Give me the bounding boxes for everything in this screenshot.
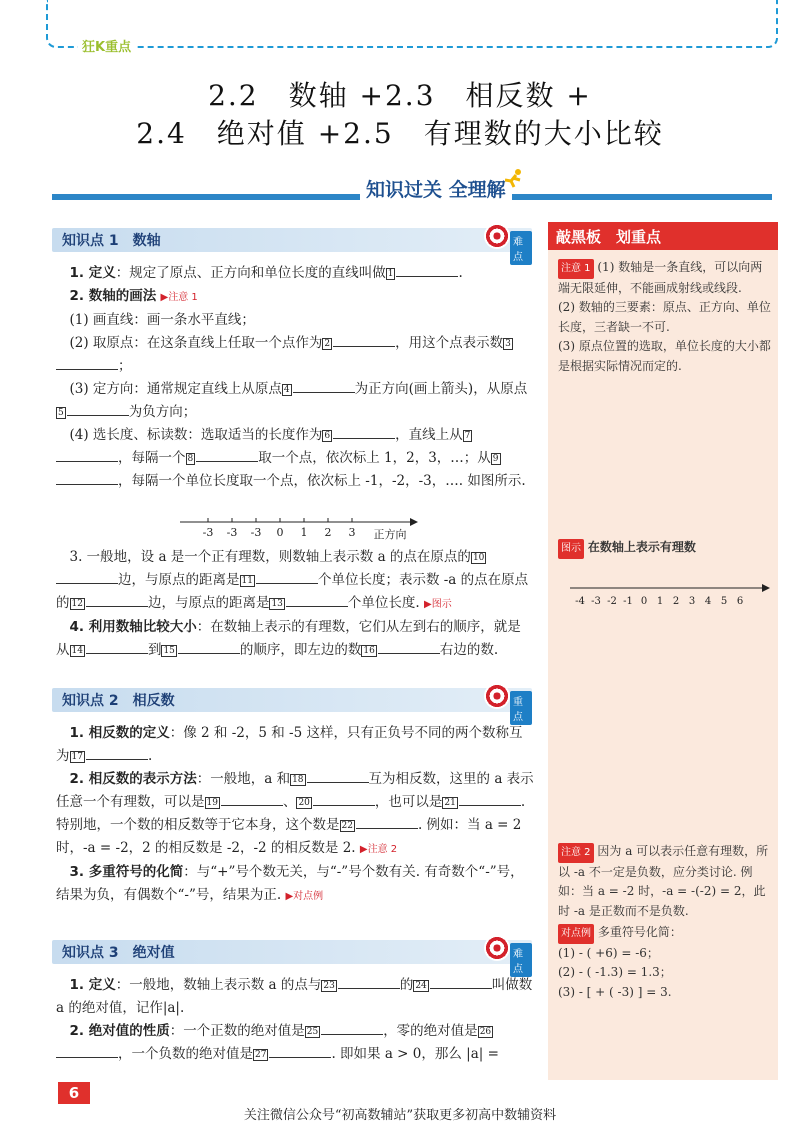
kp1-header [52,228,532,263]
kp3-title: 知识点 3 绝对值 [62,945,175,961]
svg-text:-3: -3 [591,596,601,607]
svg-text:2: 2 [672,596,680,607]
axis-tick-label: 3 [348,526,356,539]
kp1-tag: 难点 [510,231,532,265]
kp2-body: 1. 相反数的定义：像 2 和 -2，5 和 -5 这样，只有正负号不同的两个数称互为 17 . 2. 相反数的表示方法：一般地，a 和 18 互为相反数，这里的 a 表示任意一个有理数，可以是 19 、 20 ，也可以是 21 . 特别地，一个数的相反数等于它本身，这个数是 22 . 例如：当 a = 2 时，-a = -2，2 的相反数是 -2，-2 的相反数是 2. ▶注意 2 3. 多重符号的化简：与“+”号个数无关，与“-”号个数有关. 有奇数个“-”号，结果为负，有偶数个“-”号，结果为正. ▶对点例 [56,725,534,903]
axis-tick-label: -3 [202,526,214,539]
axis-tick-label: 2 [324,526,332,539]
side-number-line [566,566,772,610]
note-tag: 注意 1 [558,259,594,279]
svg-text:-4: -4 [575,596,585,607]
kp2-header [52,688,532,723]
kp2-tag: 重点 [510,691,532,725]
header-frame [46,0,778,48]
axis-tick-label: -3 [226,526,238,539]
brand-logo: 狂K重点 [78,36,135,55]
axis-tick-label: 1 [300,526,308,539]
figure-tag: 图示 [558,539,584,559]
axis-direction-label: 正方向 [373,528,407,541]
note-tag: 注意 2 [558,843,594,863]
axis-tick-label: -3 [250,526,262,539]
page-title-line2: 2.4 绝对值 +2.5 有理数的大小比较 [136,117,664,150]
target-icon [484,223,510,249]
svg-text:-2: -2 [607,596,617,607]
svg-text:1: 1 [656,596,664,607]
page-number: 6 [58,1082,90,1104]
page-title-line1: 2.2 数轴 +2.3 相反数 + [208,79,592,112]
svg-text:0: 0 [640,596,648,607]
section-label: 知识过关 全理解 [360,175,512,202]
runner-icon [500,168,526,190]
svg-text:5: 5 [720,596,728,607]
svg-text:3: 3 [688,596,696,607]
svg-text:4: 4 [704,596,712,607]
target-icon [484,683,510,709]
side-note-2: 注意 2 因为 a 可以表示任意有理数，所以 -a 不一定是负数，应分类讨论. 例如：当 a = -2 时，-a = -(-2) = 2，此时 -a 是正数而不是负数. 对点例 多重符号化简： (1) - ( +6) = -6； (2) - ( -1.3) = 1.3； (3) - [ + ( -3) ] = 3. [558,844,769,999]
axis-tick-label: 0 [276,526,284,539]
kp1-body: 1. 定义：规定了原点、正方向和单位长度的直线叫做 1 . 2. 数轴的画法 ▶注意 1 (1) 画直线：画一条水平直线； (2) 取原点：在这条直线上任取一个点作为 2 ，用这个点表示数 3； (3) 定方向：通常规定直线上从原点 4 为正方向(画上箭头)，从原点5 为负方向； (4) 选长度、标读数：选取适当的长度作为 6 ，直线上从 7，每隔一个 8 取一个点，依次标上 1，2，3，…；从 9，每隔一个单位长度取一个点，依次标上 -1，-2，-3，…. 如图所示. [58,265,528,489]
svg-text:6: 6 [736,596,744,607]
kp3-header [52,940,532,975]
example-tag: 对点例 [558,924,594,944]
kp3-tag: 难点 [510,943,532,977]
svg-text:-1: -1 [623,596,633,607]
side-note-1: 注意 1 (1) 数轴是一条直线，可以向两端无限延伸，不能画成射线或线段. (2) 数轴的三要素：原点、正方向、单位长度，三者缺一不可. (3) 原点位置的选取，单位长度的大小都是根据实际情况而定的. [558,260,771,373]
footer-text: 关注微信公众号“初高数辅站”获取更多初高中数辅资料 [243,1108,557,1123]
kp1-number-line [178,514,428,542]
side-panel-header: 敲黑板 划重点 [548,222,778,250]
section-banner [52,175,772,207]
kp1-title: 知识点 1 数轴 [62,233,161,249]
target-icon [484,935,510,961]
kp1-body-2: 3. 一般地，设 a 是一个正有理数，则数轴上表示数 a 的点在原点的 10边，与原点的距离是 11 个单位长度；表示数 -a 的点在原点的 12 边，与原点的距离是 13 个单位长度. ▶图示 4. 利用数轴比较大小：在数轴上表示的有理数，它们从左到右的顺序，就是从 14 到 15 的顺序，即左边的数 16 右边的数. [56,549,529,658]
kp3-body: 1. 定义：一般地，数轴上表示数 a 的点与 23 的 24 叫做数 a 的绝对值，记作|a|. 2. 绝对值的性质：一个正数的绝对值是 25 ，零的绝对值是 26，一个负数的绝对值是 27 . 即如果 a > 0，那么 |a| = [56,977,533,1062]
kp2-title: 知识点 2 相反数 [62,693,175,709]
side-figure: 图示 在数轴上表示有理数 [558,538,772,559]
